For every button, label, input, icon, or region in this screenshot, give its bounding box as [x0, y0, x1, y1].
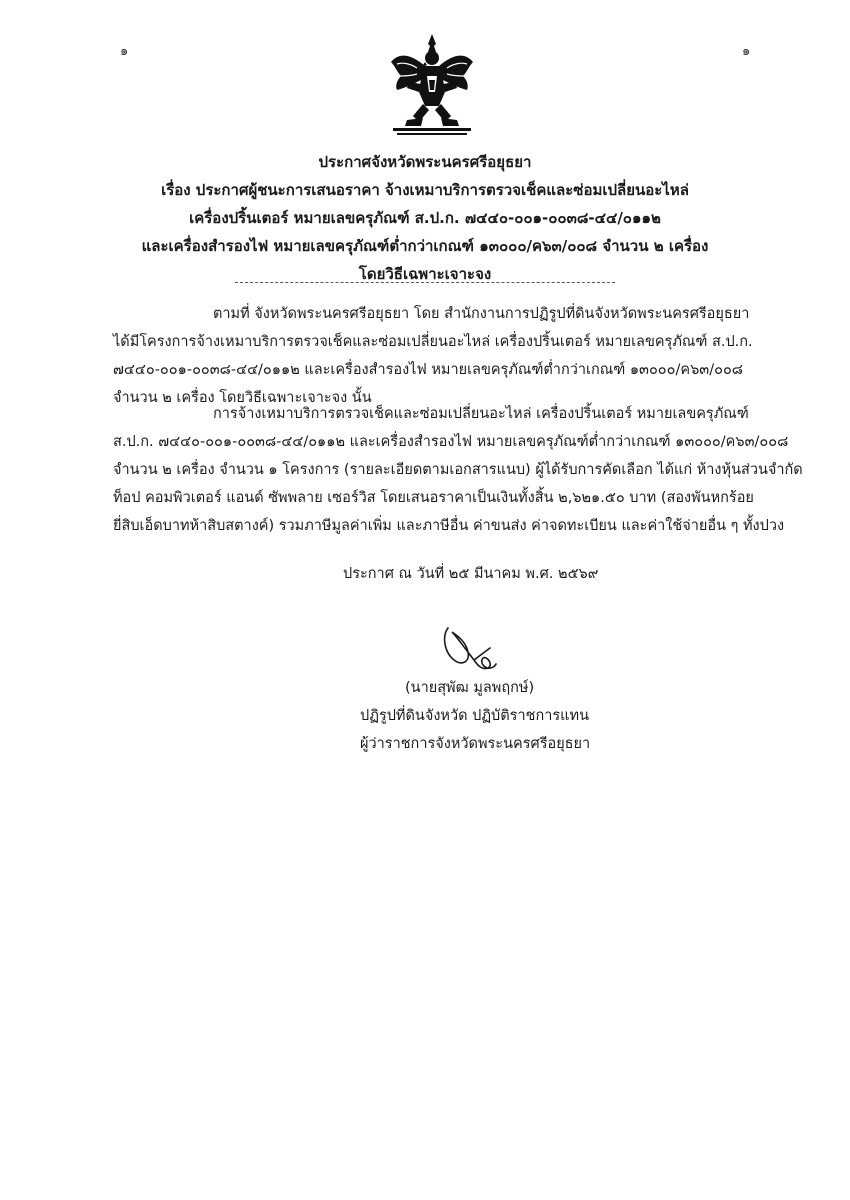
- header-subject-line-4: โดยวิธีเฉพาะเจาะจง: [358, 265, 492, 283]
- garuda-emblem-icon: [387, 32, 477, 140]
- signer-block: [360, 674, 620, 758]
- paragraph-1: [113, 300, 773, 412]
- header-divider: [235, 282, 615, 283]
- signer-position-1: ปฏิรูปที่ดินจังหวัด ปฏิบัติราชการแทน: [360, 708, 589, 724]
- paragraph-2-line-1: การจ้างเหมาบริการตรวจเช็คและซ่อมเปลี่ยนอะไหล่ เครื่องปริ้นเตอร์ หมายเลขครุภัณฑ์: [213, 406, 749, 422]
- paragraph-2-line-2: ส.ป.ก. ๗๔๔๐-๐๐๑-๐๐๓๘-๔๔/๐๑๑๒ และเครื่องสำรองไฟ หมายเลขครุภัณฑ์ต่ำกว่าเกณฑ์ ๑๓๐๐๐/ค๖๓/๐๐๘: [113, 434, 789, 450]
- paragraph-1-line-4: จำนวน ๒ เครื่อง โดยวิธีเฉพาะเจาะจง นั้น: [113, 390, 372, 406]
- paragraph-1-line-2: ได้มีโครงการจ้างเหมาบริการตรวจเช็คและซ่อมเปลี่ยนอะไหล่ เครื่องปริ้นเตอร์ หมายเลขครุภัณฑ์ ส.ป.ก.: [113, 334, 753, 350]
- paragraph-1-line-3: ๗๔๔๐-๐๐๑-๐๐๓๘-๔๔/๐๑๑๒ และเครื่องสำรองไฟ หมายเลขครุภัณฑ์ต่ำกว่าเกณฑ์ ๑๓๐๐๐/ค๖๓/๐๐๘: [113, 362, 743, 378]
- announcement-date: ประกาศ ณ วันที่ ๒๕ มีนาคม พ.ศ. ๒๕๖๙: [343, 566, 599, 582]
- signer-name: (นายสุพัฒ มูลพฤกษ์): [405, 680, 535, 696]
- paragraph-2-line-3: จำนวน ๒ เครื่อง จำนวน ๑ โครงการ (รายละเอียดตามเอกสารแนบ) ผู้ได้รับการคัดเลือก ได้แก่ ห้างหุ้นส่วนจำกัด: [113, 462, 803, 478]
- signer-position-2: ผู้ว่าราชการจังหวัดพระนครศรีอยุธยา: [360, 736, 591, 752]
- header-title: ประกาศจังหวัดพระนครศรีอยุธยา: [318, 153, 532, 171]
- paragraph-2-line-5: ยี่สิบเอ็ดบาทห้าสิบสตางค์) รวมภาษีมูลค่าเพิ่ม และภาษีอื่น ค่าขนส่ง ค่าจดทะเบียน และค่าใช้จ่ายอื่น ๆ ทั้งปวง: [113, 518, 785, 534]
- announcement-header: [0, 148, 850, 288]
- page-mark-left: ๑: [120, 44, 129, 59]
- paragraph-1-line-1: ตามที่ จังหวัดพระนครศรีอยุธยา โดย สำนักงานการปฏิรูปที่ดินจังหวัดพระนครศรีอยุธยา: [213, 306, 750, 322]
- paragraph-2: [113, 400, 803, 540]
- header-subject-line-3: และเครื่องสำรองไฟ หมายเลขครุภัณฑ์ต่ำกว่าเกณฑ์ ๑๓๐๐๐/ค๖๓/๐๐๘ จำนวน ๒ เครื่อง: [141, 237, 709, 255]
- header-subject-line-1: เรื่อง ประกาศผู้ชนะการเสนอราคา จ้างเหมาบริการตรวจเช็คและซ่อมเปลี่ยนอะไหล่: [161, 181, 689, 199]
- page-mark-right: ๑: [742, 44, 751, 59]
- paragraph-2-line-4: ท็อป คอมพิวเตอร์ แอนด์ ซัพพลาย เซอร์วิส โดยเสนอราคาเป็นเงินทั้งสิ้น ๒,๖๒๑.๕๐ บาท (สองพันหกร้อย: [113, 490, 754, 506]
- signature-icon: [440, 618, 500, 674]
- header-subject-line-2: เครื่องปริ้นเตอร์ หมายเลขครุภัณฑ์ ส.ป.ก. ๗๔๔๐-๐๐๑-๐๐๓๘-๔๔/๐๑๑๒: [189, 209, 661, 227]
